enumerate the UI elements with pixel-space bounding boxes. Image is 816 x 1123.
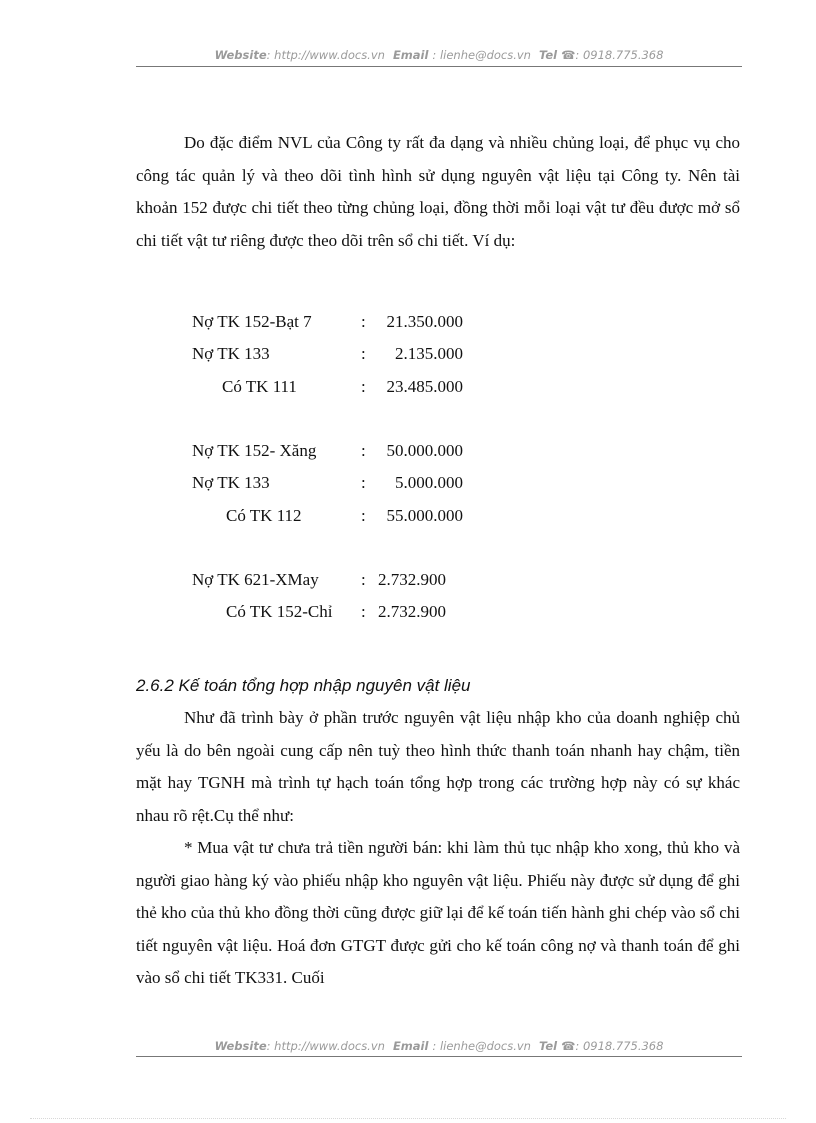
body-paragraph-2: Như đã trình bày ở phần trước nguyên vật liệu nhập kho của doanh nghiệp chủ yếu là do bên ngoài cung cấp nên tuỳ theo hình thức thanh toán nhanh hay chậm, tiền mặt hay TGNH mà trình tự hạch toán tổng hợp trong các trường hợp này có sự khác nhau rõ rệt.Cụ thể như: — [136, 708, 740, 825]
entry-account: Có TK 111 — [222, 377, 297, 396]
entry-amount: 2.732.900 — [378, 570, 446, 589]
section-heading: 2.6.2 Kế toán tổng hợp nhập nguyên vật liệu — [136, 676, 471, 695]
entry-account: Có TK 112 — [226, 506, 302, 525]
entry-separator: : — [361, 312, 366, 331]
website-url[interactable]: : http://www.docs.vn — [266, 48, 385, 62]
entry-account: Nợ TK 133 — [192, 344, 270, 363]
entry-separator: : — [361, 344, 366, 363]
header-rule — [136, 66, 742, 67]
entry-account: Nợ TK 621-XMay — [192, 570, 319, 589]
tel-value: : 0918.775.368 — [575, 48, 664, 62]
phone-icon: ☎ — [561, 1039, 576, 1053]
tel-label: Tel — [538, 48, 558, 62]
page-footer — [136, 1039, 742, 1053]
entry-amount: 21.350.000 — [386, 312, 463, 331]
entry-account: Nợ TK 133 — [192, 473, 270, 492]
email-value[interactable]: : lienhe@docs.vn — [432, 48, 531, 62]
entry-amount: 2.732.900 — [378, 602, 446, 621]
entry-account: Nợ TK 152-Bạt 7 — [192, 312, 312, 331]
email-label: Email — [392, 48, 429, 62]
entry-separator: : — [361, 473, 366, 492]
website-url[interactable]: : http://www.docs.vn — [266, 1039, 385, 1053]
tel-label: Tel — [538, 1039, 558, 1053]
entry-separator: : — [361, 377, 366, 396]
page-header — [136, 48, 742, 62]
tel-value: : 0918.775.368 — [575, 1039, 664, 1053]
entry-separator: : — [361, 441, 366, 460]
entry-separator: : — [361, 602, 366, 621]
entry-amount: 55.000.000 — [386, 506, 463, 525]
email-label: Email — [392, 1039, 429, 1053]
entry-amount: 2.135.000 — [395, 344, 463, 363]
entry-separator: : — [361, 506, 366, 525]
website-label: Website — [214, 48, 267, 62]
page-bottom-dotted-edge — [30, 1118, 786, 1119]
entry-account: Có TK 152-Chỉ — [226, 602, 333, 621]
phone-icon: ☎ — [561, 48, 576, 62]
entry-separator: : — [361, 570, 366, 589]
website-label: Website — [214, 1039, 267, 1053]
email-value[interactable]: : lienhe@docs.vn — [432, 1039, 531, 1053]
body-paragraph-3: * Mua vật tư chưa trả tiền người bán: khi làm thủ tục nhập kho xong, thủ kho và người giao hàng ký vào phiếu nhập kho nguyên vật liệu. Phiếu này được sử dụng để ghi thẻ kho của thủ kho đồng thời cũng được giữ lại để kế toán tiến hành ghi chép vào sổ chi tiết nguyên vật liệu. Hoá đơn GTGT được gửi cho kế toán công nợ và thanh toán để ghi vào sổ chi tiết TK331. Cuối — [136, 838, 740, 987]
entry-account: Nợ TK 152- Xăng — [192, 441, 317, 460]
entry-amount: 23.485.000 — [386, 377, 463, 396]
entry-amount: 5.000.000 — [395, 473, 463, 492]
footer-rule — [136, 1056, 742, 1057]
entry-amount: 50.000.000 — [386, 441, 463, 460]
body-paragraph-1: Do đặc điểm NVL của Công ty rất đa dạng và nhiều chủng loại, để phục vụ cho công tác quản lý và theo dõi tình hình sử dụng nguyên vật liệu tại Công ty. Nên tài khoản 152 được chi tiết theo từng chủng loại, đồng thời mỗi loại vật tư đều được mở sổ chi tiết vật tư riêng được theo dõi trên sổ chi tiết. Ví dụ: — [136, 133, 740, 250]
